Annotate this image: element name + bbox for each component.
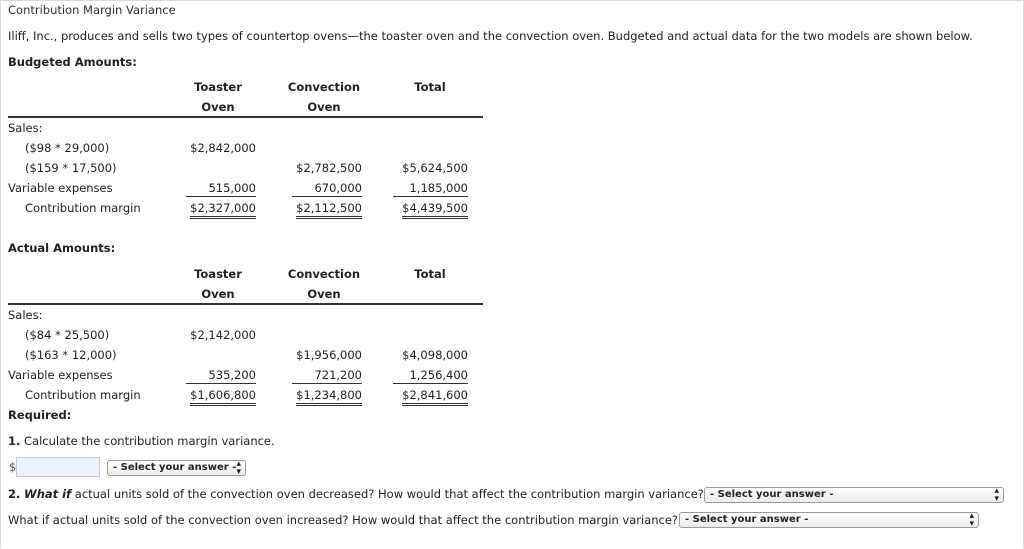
actual-row1-label: ($84 * 25,500) bbox=[25, 328, 110, 342]
actual-row2-total: $4,098,000 bbox=[402, 348, 468, 362]
budgeted-col-toaster-line1: Toaster bbox=[194, 80, 242, 94]
budgeted-var-toaster: 515,000 bbox=[186, 181, 256, 197]
question-3-text: What if actual units sold of the convection oven increased? How would that affect the contribution margin variance? bbox=[8, 513, 679, 527]
budgeted-cm-convection: $2,112,500 bbox=[296, 201, 362, 219]
budgeted-row2-total: $5,624,500 bbox=[402, 161, 468, 175]
question-1-number: 1. bbox=[8, 434, 21, 448]
actual-col-convection-line1: Convection bbox=[287, 267, 361, 281]
budgeted-row2-label: ($159 * 17,500) bbox=[25, 161, 117, 175]
question-2-number: 2. bbox=[8, 487, 21, 501]
actual-heading: Actual Amounts: bbox=[8, 241, 116, 255]
required-heading: Required: bbox=[8, 408, 72, 422]
budgeted-var-total: 1,185,000 bbox=[393, 181, 468, 197]
budgeted-cm-toaster: $2,327,000 bbox=[190, 201, 256, 219]
increase-effect-select-value: - Select your answer - bbox=[685, 514, 809, 525]
variance-type-select[interactable] bbox=[107, 460, 246, 476]
actual-sales-label: Sales: bbox=[8, 308, 43, 322]
budgeted-col-convection-line1: Convection bbox=[287, 80, 361, 94]
actual-var-label: Variable expenses bbox=[8, 368, 113, 382]
page-title: Contribution Margin Variance bbox=[8, 3, 176, 17]
actual-var-toaster: 535,200 bbox=[186, 368, 256, 384]
question-2-whatif: What if bbox=[24, 487, 72, 501]
budgeted-row1-toaster: $2,842,000 bbox=[190, 141, 256, 155]
variance-amount-input[interactable] bbox=[16, 457, 100, 477]
select-arrows-icon: ▴ ▾ bbox=[994, 486, 999, 504]
budgeted-row2-convection: $2,782,500 bbox=[296, 161, 362, 175]
budgeted-cm-total: $4,439,500 bbox=[402, 201, 468, 219]
question-1 bbox=[8, 434, 275, 448]
actual-cm-total: $2,841,600 bbox=[402, 388, 468, 406]
increase-effect-select[interactable] bbox=[679, 512, 979, 528]
select-arrows-icon: ▴ ▾ bbox=[969, 511, 974, 529]
budgeted-col-convection-line2: Oven bbox=[307, 100, 341, 114]
actual-var-total: 1,256,400 bbox=[393, 368, 468, 384]
actual-row2-convection: $1,956,000 bbox=[296, 348, 362, 362]
actual-cm-toaster: $1,606,800 bbox=[190, 388, 256, 406]
variance-type-select-value: - Select your answer - bbox=[113, 462, 237, 473]
question-2 bbox=[8, 487, 704, 501]
budgeted-var-convection: 670,000 bbox=[292, 181, 362, 197]
budgeted-row1-label: ($98 * 29,000) bbox=[25, 141, 110, 155]
actual-cm-label: Contribution margin bbox=[25, 388, 141, 402]
budgeted-var-label: Variable expenses bbox=[8, 181, 113, 195]
budgeted-heading: Budgeted Amounts: bbox=[8, 55, 137, 69]
actual-var-convection: 721,200 bbox=[292, 368, 362, 384]
actual-cm-convection: $1,234,800 bbox=[296, 388, 362, 406]
actual-row1-toaster: $2,142,000 bbox=[190, 328, 256, 342]
select-arrows-icon: ▴ ▾ bbox=[236, 459, 241, 477]
budgeted-sales-label: Sales: bbox=[8, 121, 43, 135]
budgeted-cm-label: Contribution margin bbox=[25, 201, 141, 215]
budgeted-col-toaster-line2: Oven bbox=[201, 100, 235, 114]
actual-col-convection-line2: Oven bbox=[307, 287, 341, 301]
budgeted-col-total: Total bbox=[414, 80, 446, 94]
actual-col-toaster-line1: Toaster bbox=[194, 267, 242, 281]
question-2-text: actual units sold of the convection oven decreased? How would that affect the contribution margin variance? bbox=[74, 487, 704, 501]
budgeted-header-rule bbox=[8, 116, 483, 118]
actual-col-toaster-line2: Oven bbox=[201, 287, 235, 301]
decrease-effect-select-value: - Select your answer - bbox=[710, 489, 834, 500]
actual-col-total: Total bbox=[414, 267, 446, 281]
currency-symbol: $ bbox=[9, 460, 17, 474]
question-1-text: Calculate the contribution margin variance. bbox=[24, 434, 275, 448]
intro-text: Iliff, Inc., produces and sells two types of countertop ovens—the toaster oven and the convection oven. Budgeted and actual data for the two models are shown below. bbox=[8, 29, 973, 43]
decrease-effect-select[interactable] bbox=[704, 487, 1004, 503]
actual-header-rule bbox=[8, 303, 483, 305]
actual-row2-label: ($163 * 12,000) bbox=[25, 348, 117, 362]
